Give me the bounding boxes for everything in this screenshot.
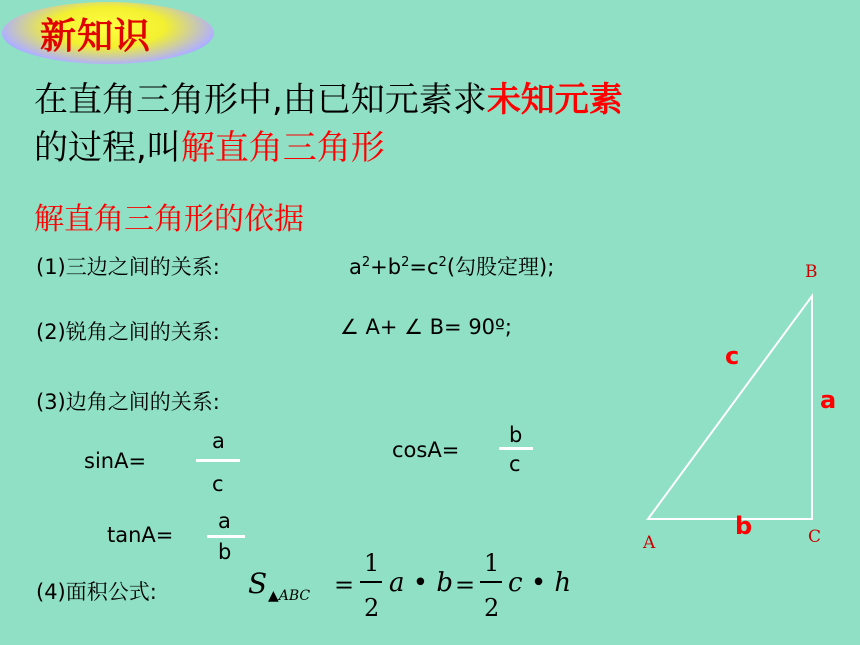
- area-symbol: S: [248, 567, 268, 600]
- exp-3: 2: [438, 255, 447, 270]
- side-c-label: c: [725, 342, 740, 370]
- pythagoras-note: (勾股定理);: [446, 255, 555, 279]
- tan-numerator: a: [218, 509, 231, 533]
- area-num-2: 1: [484, 549, 500, 577]
- exp-2: 2: [401, 255, 410, 270]
- var-c: c: [427, 255, 439, 279]
- tan-lhs: tanA=: [107, 523, 174, 547]
- tan-denominator: b: [218, 540, 232, 564]
- vertex-c-label: C: [808, 527, 822, 547]
- angle-sum-formula: ∠ A+ ∠ B= 90º;: [340, 315, 513, 339]
- triangle-shape: [648, 296, 812, 519]
- cos-lhs: cosA=: [392, 438, 460, 462]
- area-num-1: 1: [364, 549, 380, 577]
- item-1-label: (1)三边之间的关系:: [36, 255, 220, 279]
- area-term-1: a • b: [389, 568, 454, 598]
- section-badge-label: 新知识: [40, 16, 152, 57]
- side-a-label: a: [820, 386, 837, 414]
- area-equals-1: =: [334, 571, 355, 599]
- item-4-label: (4)面积公式:: [36, 580, 157, 604]
- area-equals-2: =: [455, 571, 476, 599]
- vertex-a-label: A: [643, 533, 656, 553]
- sin-numerator: a: [212, 429, 225, 453]
- sin-lhs: sinA=: [84, 449, 147, 473]
- equals-sign: =: [409, 255, 427, 279]
- area-term-2: c • h: [508, 568, 572, 598]
- item-3-label: (3)边角之间的关系:: [36, 390, 220, 414]
- area-den-1: 2: [364, 594, 380, 622]
- intro-highlight-term: 解直角三角形: [180, 128, 385, 168]
- intro-line-2-text: 的过程,叫: [34, 128, 181, 168]
- var-b: b: [387, 255, 402, 279]
- plus-sign: +: [370, 255, 388, 279]
- area-den-2: 2: [484, 594, 500, 622]
- vertex-b-label: B: [805, 262, 818, 282]
- var-a: a: [349, 255, 362, 279]
- side-b-label: b: [735, 512, 753, 540]
- item-2-label: (2)锐角之间的关系:: [36, 320, 220, 344]
- cos-denominator: c: [509, 452, 521, 476]
- intro-highlight-unknown: 未知元素: [486, 80, 623, 120]
- basis-title: 解直角三角形的依据: [34, 202, 304, 237]
- intro-line-1-text: 在直角三角形中,由已知元素求: [34, 80, 487, 120]
- exp-1: 2: [361, 255, 371, 270]
- cos-numerator: b: [509, 423, 523, 447]
- sin-denominator: c: [212, 472, 224, 496]
- area-subscript: ▲ABC: [268, 588, 311, 604]
